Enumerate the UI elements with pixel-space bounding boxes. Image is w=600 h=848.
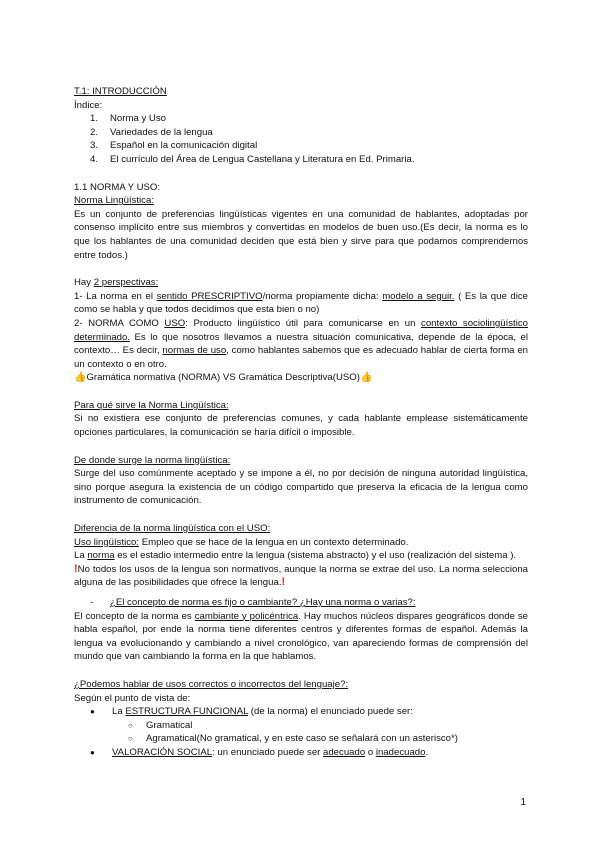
circle-bullet-icon: ○ (128, 720, 133, 730)
concepto-paragraph: El concepto de la norma es cambiante y policéntrica. Hay muchos núcleos dispares geográficos donde se habla español, por ende la norma tiene diferentes centros y diferentes formas de español. Además la lengua va evolucionando y cambiando a nivel cronológico, van apareciendo formas de comprensión del mundo que van cambiando la forma en la que hablamos. (74, 610, 528, 663)
list-item: 1. Norma y Uso (90, 113, 166, 125)
perspectivas-intro: Hay 2 perspectivas: (74, 277, 159, 289)
bullet-icon: ● (90, 707, 95, 717)
norma-paragraph: Es un conjunto de preferencias lingüísticas vigentes en una comunidad de hablantes, adoptadas por consenso implícito entre sus miembros y convertidas en modelos de buen uso.(Es decir, la norma es lo que los hablantes de una comunidad deciden que está bien y sirve para que podamos comprendernos entre todos.) (74, 208, 528, 261)
list-item: 4. El currículo del Área de Lengua Castellana y Literatura en Ed. Primaria. (90, 153, 415, 165)
concepto-question: - ¿El concepto de norma es fijo o cambiante? ¿Hay una norma o varias?: (90, 597, 416, 608)
perspectiva-1: 1- La norma en el sentido PRESCRIPTIVO/norma propiamente dicha: modelo a seguir. ( Es la que dice como se habla y que todos decidimos que esta bien o no) (74, 290, 528, 316)
page-content (74, 85, 528, 760)
circle-bullet-icon: ○ (128, 734, 133, 744)
uso-definition: Uso lingüístico: Empleo que se hace de la lengua en un contexto determinado. (74, 536, 409, 548)
list-item: ○ Agramatical(No gramatical, y en este caso se señalará con un asterisco*) (128, 733, 458, 745)
exclamation-icon: ! (281, 576, 286, 589)
page-title: T.1: INTRODUCCIÓN (74, 86, 167, 97)
list-item: 3. Español en la comunicación digital (90, 140, 258, 152)
para-que-heading: Para qué sirve la Norma Lingüística: (74, 399, 229, 411)
bullet-icon: ● (90, 747, 95, 757)
index-list (74, 112, 528, 166)
exclamation-icon: ! (74, 562, 78, 575)
index-label: Índice: (74, 99, 103, 111)
list-item: ● VALORACIÓN SOCIAL: un enunciado puede ser adecuado o inadecuado. (90, 746, 429, 758)
diferencia-heading: Diferencia de la norma lingüística con el USO: (74, 523, 271, 535)
perspectiva-2: 2- NORMA COMO USO: Producto lingüístico útil para comunicarse en un contexto sociolingüístico determinado. Es lo que nosotros llevamos a nuestra situación comunicativa, depende de la época, el contexto… Es decir, normas de uso, como hablantes sabemos que es adecuado hablar de cierta forma en un contexto o en otro. (74, 317, 528, 370)
page-number: 1 (520, 797, 526, 808)
thumbs-up-icon: 👍 (359, 372, 373, 384)
section-title: 1.1 NORMA Y USO: (74, 181, 161, 193)
usos-intro: Según el punto de vista de: (74, 692, 191, 704)
de-donde-heading: De donde surge la norma lingüística: (74, 454, 231, 466)
norma-definition: La norma es el estadio intermedio entre la lengua (sistema abstracto) y el uso (realización del sistema ). (74, 550, 517, 562)
list-item: ● La ESTRUCTURA FUNCIONAL (de la norma) el enunciado puede ser: (90, 706, 413, 718)
thumbs-up-icon: 👍 (74, 372, 87, 384)
usos-heading: ¿Podemos hablar de usos correctos o incorrectos del lenguaje?: (74, 678, 349, 690)
list-item: 2. Variedades de la lengua (90, 126, 213, 138)
norma-heading: Norma Lingüística: (74, 195, 154, 207)
warning-note: !No todos los usos de la lengua son normativos, aunque la norma se extrae del uso. La norma selecciona alguna de las posibilidades que ofrece la lengua.! (74, 562, 528, 589)
de-donde-paragraph: Surge del uso comúnmente aceptado y se impone a él, no por decisión de ninguna autoridad lingüística, sino porque asegura la existencia de un código compartido que preserva la eficacia de la lengua como instrumento de comunicación. (74, 468, 528, 507)
list-item: ○ Gramatical (128, 719, 193, 731)
para-que-paragraph: Si no existiera ese conjunto de preferencias comunes, y cada hablante emplease sistemáticamente opciones particulares, la comunicación se haría difícil o imposible. (74, 413, 528, 439)
gramatica-line: 👍Gramática normativa (NORMA) VS Gramática Descriptiva(USO)👍 (74, 372, 373, 384)
